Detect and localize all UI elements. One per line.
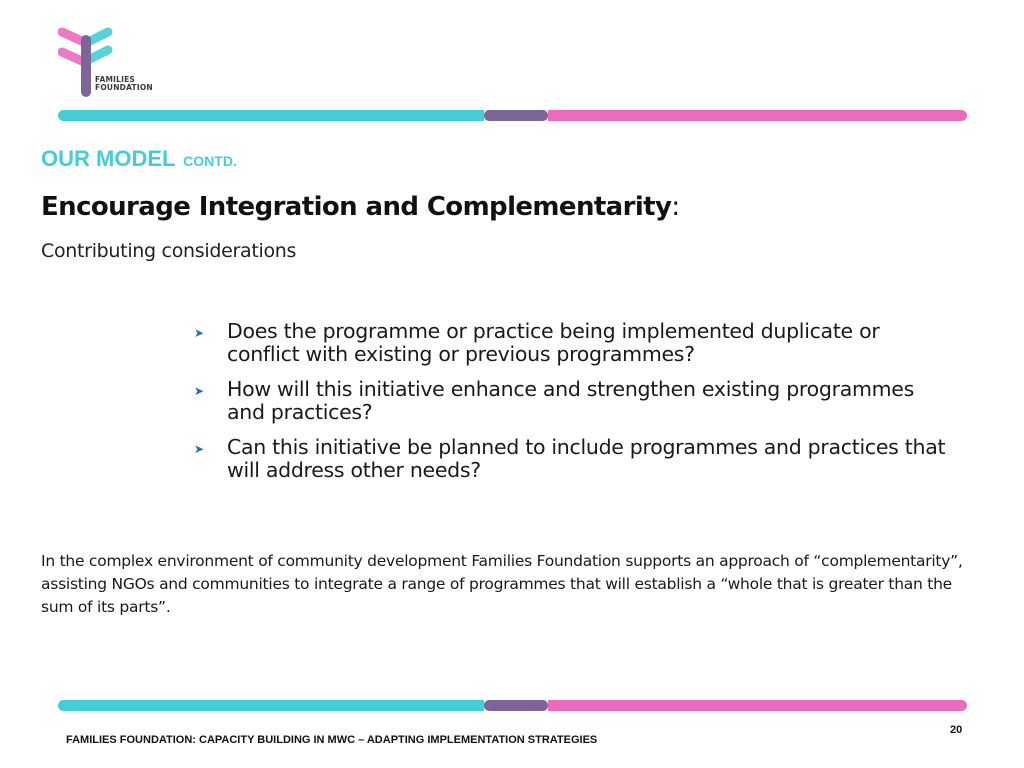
bullet-text: Does the programme or practice being implemented duplicate or conflict with existing or previous programmes? bbox=[227, 319, 880, 366]
top-divider-bar bbox=[58, 110, 967, 121]
bullet-item bbox=[194, 436, 954, 482]
section-title-suffix: CONTD. bbox=[183, 153, 237, 169]
section-title-main: OUR MODEL bbox=[41, 146, 176, 171]
section-title bbox=[41, 146, 237, 172]
footer-text: FAMILIES FOUNDATION: CAPACITY BUILDING IN MWC – ADAPTING IMPLEMENTATION STRATEGIES bbox=[66, 734, 598, 746]
slide-heading-main: Encourage Integration and Complementarity bbox=[41, 192, 672, 222]
page-number: 20 bbox=[950, 724, 963, 736]
bottom-divider-bar bbox=[58, 700, 967, 711]
bullet-text: How will this initiative enhance and strengthen existing programmes and practices? bbox=[227, 377, 914, 424]
bullet-item bbox=[194, 378, 954, 424]
body-paragraph: In the complex environment of community development Families Foundation supports an approach of “complementarity”, assisting NGOs and communities to integrate a range of programmes that will establish a “whole that is greater than the sum of its parts”. bbox=[41, 552, 963, 616]
logo-wordmark bbox=[95, 76, 153, 92]
arrow-bullet-icon: ➤ bbox=[194, 326, 205, 340]
bullet-list bbox=[194, 320, 954, 494]
slide-subheading: Contributing considerations bbox=[41, 240, 297, 262]
logo-line-2: FOUNDATION bbox=[95, 83, 153, 92]
arrow-bullet-icon: ➤ bbox=[194, 384, 205, 398]
slide-heading-colon: : bbox=[671, 192, 680, 222]
logo-line-1: FAMILIES bbox=[95, 75, 136, 84]
bullet-text: Can this initiative be planned to include programmes and practices that will address other needs? bbox=[227, 435, 946, 482]
divider-purple-segment bbox=[484, 700, 548, 711]
divider-teal-segment bbox=[58, 110, 484, 121]
divider-pink-segment bbox=[548, 700, 967, 711]
arrow-bullet-icon: ➤ bbox=[194, 442, 205, 456]
divider-purple-segment bbox=[484, 110, 548, 121]
divider-teal-segment bbox=[58, 700, 484, 711]
slide-heading bbox=[41, 192, 680, 222]
bullet-item bbox=[194, 320, 954, 366]
divider-pink-segment bbox=[548, 110, 967, 121]
